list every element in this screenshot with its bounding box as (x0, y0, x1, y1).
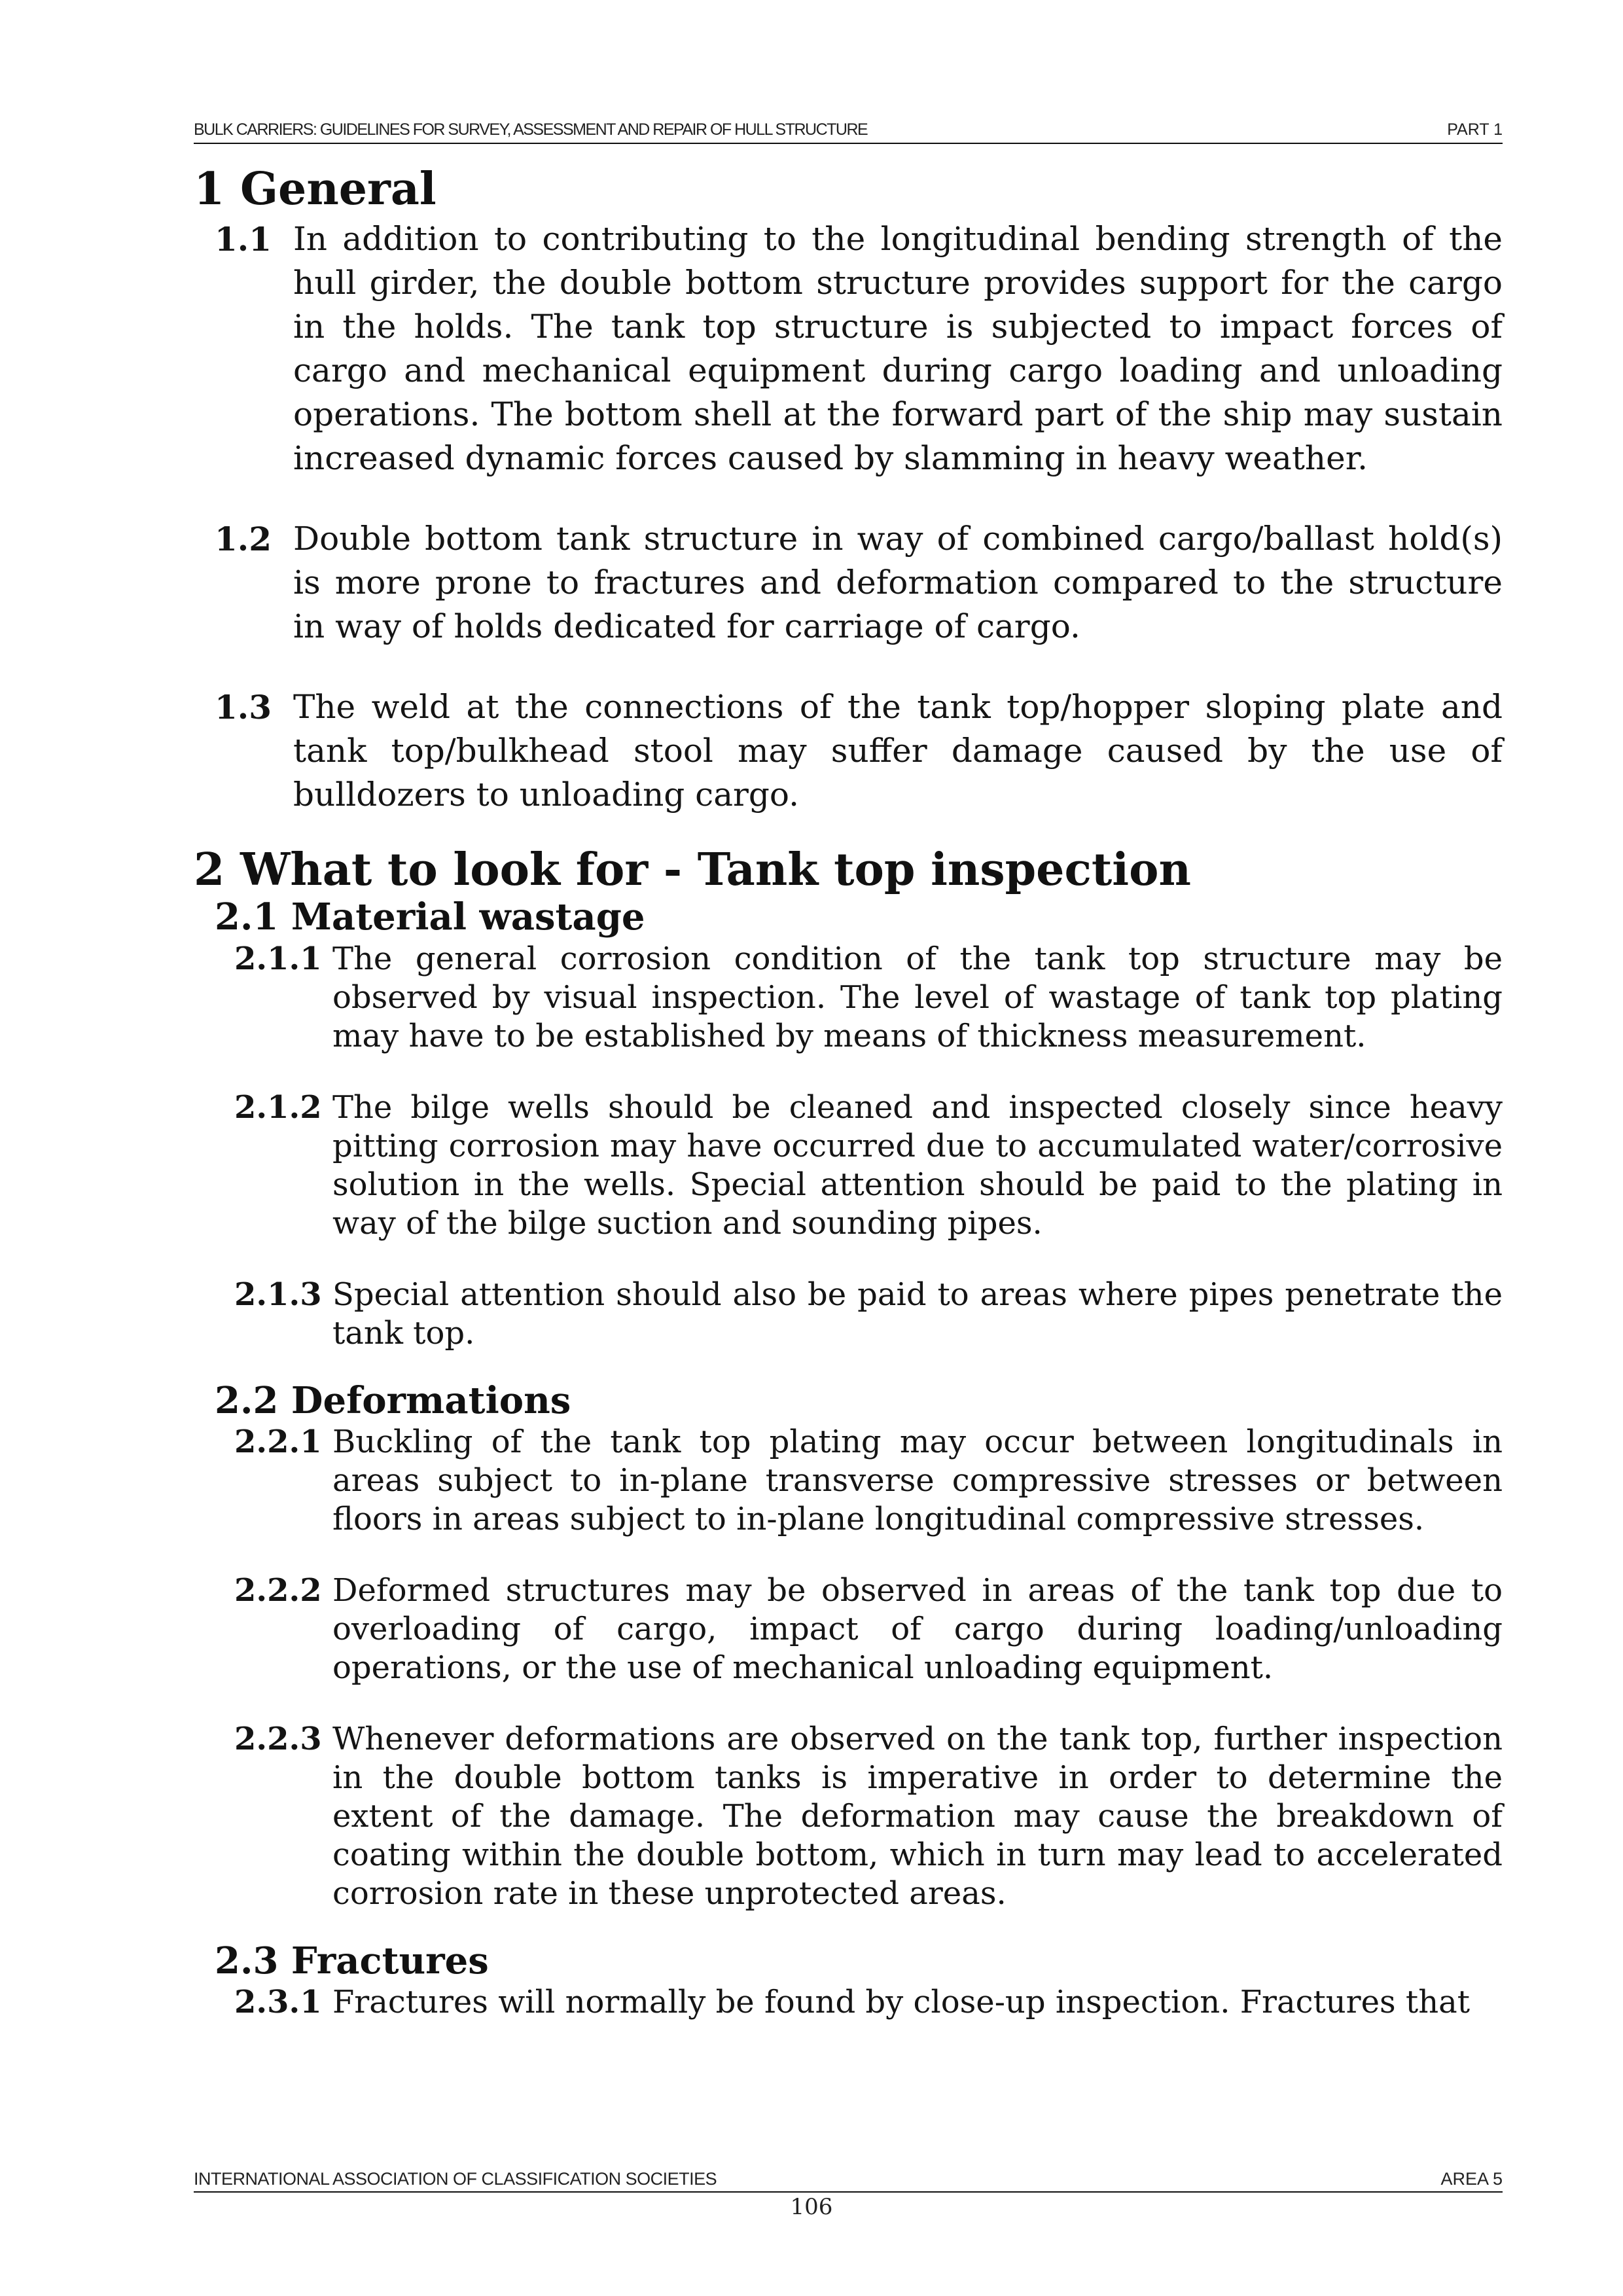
paragraph-text: Double bottom tank structure in way of combined cargo/ballast hold(s) is more prone to fractures and deformation compared to the structure in way of holds dedicated for carriage of cargo. (293, 520, 1503, 646)
paragraph-number: 2.2.3 (234, 1720, 322, 1757)
paragraph-number: 1.2 (215, 520, 272, 559)
section-2-heading: 2 What to look for - Tank top inspection (194, 844, 1191, 897)
paragraph-number: 2.1.2 (234, 1088, 322, 1126)
paragraph-text: Buckling of the tank top plating may occur between longitudinals in areas subject to in-plane transverse compressive stresses or between floors in areas subject to in-plane longitudinal compressive stresses. (332, 1423, 1503, 1537)
document-body (194, 164, 1503, 2022)
paragraph-number: 1.1 (215, 220, 272, 259)
paragraph-1-2 (194, 517, 1503, 649)
footer-organization: INTERNATIONAL ASSOCIATION OF CLASSIFICATION SOCIETIES (194, 2169, 717, 2189)
paragraph-2-3-1 (194, 1983, 1503, 2022)
paragraph-1-1 (194, 217, 1503, 480)
paragraph-number: 1.3 (215, 688, 272, 727)
paragraph-text: The bilge wells should be cleaned and inspected closely since heavy pitting corrosion may have occurred due to accumulated water/corrosive solution in the wells. Special attention should be paid to the plating in way of the bilge suction and sounding pipes. (332, 1088, 1503, 1242)
paragraph-2-2-1 (194, 1423, 1503, 1539)
header-title: BULK CARRIERS: GUIDELINES FOR SURVEY, ASSESSMENT AND REPAIR OF HULL STRUCTURE (194, 120, 868, 139)
running-header (194, 119, 1503, 144)
paragraph-number: 2.1.1 (234, 940, 322, 977)
paragraph-2-2-2 (194, 1571, 1503, 1687)
paragraph-2-1-2 (194, 1088, 1503, 1243)
paragraph-number: 2.3.1 (234, 1983, 322, 2020)
paragraph-2-1-1 (194, 940, 1503, 1056)
paragraph-text: In addition to contributing to the longitudinal bending strength of the hull girder, the double bottom structure provides support for the cargo in the holds. The tank top structure is subjected to impact forces of cargo and mechanical equipment during cargo loading and unloading operations. The bottom shell at the forward part of the ship may sustain increased dynamic forces caused by slamming in heavy weather. (293, 220, 1503, 478)
paragraph-number: 2.2.1 (234, 1423, 322, 1460)
paragraph-text: Deformed structures may be observed in areas of the tank top due to overloading of cargo, impact of cargo during loading/unloading operations, or the use of mechanical unloading equipment. (332, 1571, 1503, 1686)
section-1-heading: 1 General (194, 163, 437, 215)
paragraph-number: 2.2.2 (234, 1571, 322, 1609)
paragraph-text: The general corrosion condition of the tank top structure may be observed by visual inspection. The level of wastage of tank top plating may have to be established by means of thickness measurement. (332, 940, 1503, 1054)
paragraph-2-2-3 (194, 1720, 1503, 1913)
running-footer (194, 2166, 1503, 2193)
subsection-2-1-heading: 2.1 Material wastage (215, 895, 645, 939)
paragraph-text: Fractures will normally be found by close-up inspection. Fractures that (332, 1983, 1471, 2020)
paragraph-text: The weld at the connections of the tank top/hopper sloping plate and tank top/bulkhead stool may suffer damage caused by the use of bulldozers to unloading cargo. (293, 688, 1503, 814)
paragraph-number: 2.1.3 (234, 1276, 322, 1313)
page-number: 106 (790, 2194, 833, 2220)
subsection-2-2-heading: 2.2 Deformations (215, 1378, 571, 1422)
header-part: PART 1 (1447, 120, 1503, 139)
paragraph-2-1-3 (194, 1276, 1503, 1353)
footer-area: AREA 5 (1440, 2169, 1503, 2189)
paragraph-text: Special attention should also be paid to areas where pipes penetrate the tank top. (332, 1276, 1503, 1352)
subsection-2-3-heading: 2.3 Fractures (215, 1939, 489, 1982)
paragraph-1-3 (194, 685, 1503, 817)
paragraph-text: Whenever deformations are observed on the tank top, further inspection in the double bottom tanks is imperative in order to determine the extent of the damage. The deformation may cause the breakdown of coating within the double bottom, which in turn may lead to accelerated corrosion rate in these unprotected areas. (332, 1720, 1503, 1912)
